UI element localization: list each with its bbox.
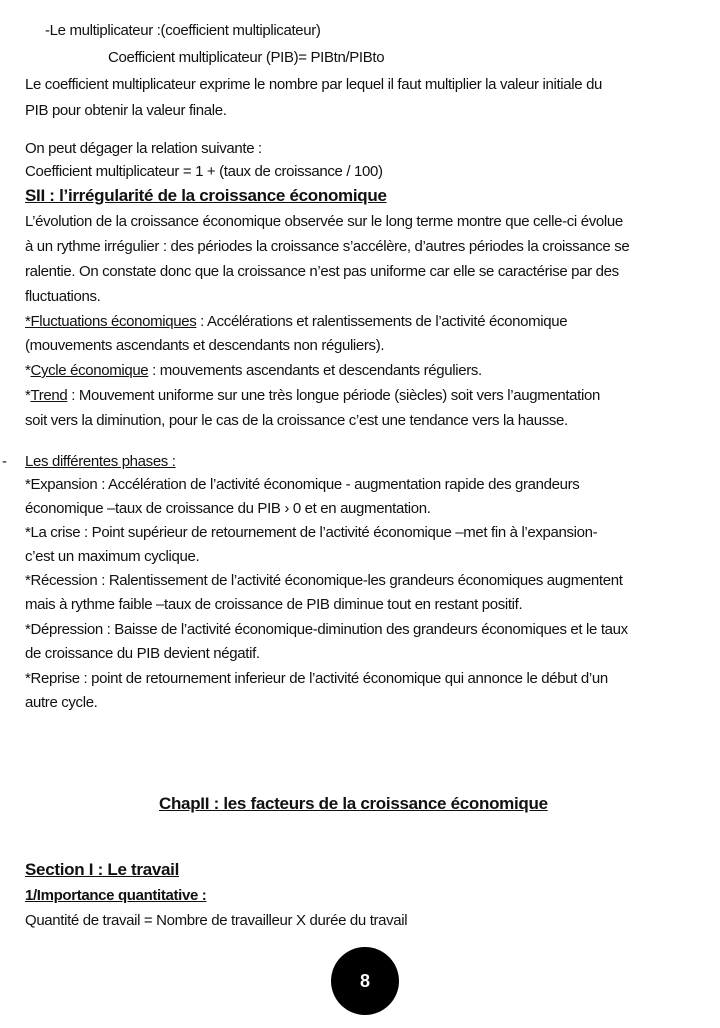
phase-line: économique –taux de croissance du PIB › 0 et en augmentation. xyxy=(25,500,431,517)
cycle-definition xyxy=(25,361,482,381)
phase-line: mais à rythme faible –taux de croissance de PIB diminue tout en restant positif. xyxy=(25,596,523,613)
term: Trend xyxy=(30,387,68,404)
section-heading: SII : l’irrégularité de la croissance économique xyxy=(25,186,387,205)
phase-line: *Expansion : Accélération de l’activité économique - augmentation rapide des grandeurs xyxy=(25,476,580,493)
paragraph-line: L’évolution de la croissance économique observée sur le long terme montre que celle-ci évolue xyxy=(25,213,623,230)
work-quantity-formula: Quantité de travail = Nombre de travailleur X durée du travail xyxy=(25,912,408,929)
trend-definition-cont: soit vers la diminution, pour le cas de la croissance c’est une tendance vers la hausse. xyxy=(25,412,568,429)
definition: : mouvements ascendants et descendants réguliers. xyxy=(148,362,482,379)
explanation-line: PIB pour obtenir la valeur finale. xyxy=(25,102,227,119)
phases-title: Les différentes phases : xyxy=(25,453,176,470)
star: * xyxy=(25,387,31,404)
relation-formula: Coefficient multiplicateur = 1 + (taux de croissance / 100) xyxy=(25,163,383,180)
section-title: Section I : Le travail xyxy=(25,860,180,879)
term: *Fluctuations économiques xyxy=(25,313,197,330)
paragraph-line: fluctuations. xyxy=(25,288,101,305)
relation-intro: On peut dégager la relation suivante : xyxy=(25,140,262,157)
term: Cycle économique xyxy=(30,362,149,379)
phase-line: *La crise : Point supérieur de retournement de l’activité économique –met fin à l’expansion- xyxy=(25,524,598,541)
explanation-line: Le coefficient multiplicateur exprime le nombre par lequel il faut multiplier la valeur initiale du xyxy=(25,76,603,93)
paragraph-line: ralentie. On constate donc que la croissance n’est pas uniforme car elle se caractérise par des xyxy=(25,263,619,280)
bullet-dash: - xyxy=(2,453,7,470)
paragraph-line: à un rythme irrégulier : des périodes la croissance s’accélère, d’autres périodes la croissance se xyxy=(25,238,630,255)
phase-line: c’est un maximum cyclique. xyxy=(25,548,200,565)
phase-line: autre cycle. xyxy=(25,694,98,711)
star: * xyxy=(25,362,31,379)
phase-line: *Récession : Ralentissement de l’activité économique-les grandeurs économiques augmentent xyxy=(25,572,623,589)
trend-definition xyxy=(25,386,600,406)
subsection-title: 1/Importance quantitative : xyxy=(25,887,207,904)
multiplicateur-title: -Le multiplicateur :(coefficient multiplicateur) xyxy=(45,22,321,39)
page-number: 8 xyxy=(331,947,399,1015)
definition: : Accélérations et ralentissements de l’activité économique xyxy=(196,313,568,330)
chapter-title: ChapII : les facteurs de la croissance économique xyxy=(159,794,548,813)
multiplicateur-formula: Coefficient multiplicateur (PIB)= PIBtn/PIBto xyxy=(108,49,385,66)
phase-line: *Dépression : Baisse de l’activité économique-diminution des grandeurs économiques et le taux xyxy=(25,621,628,638)
phase-line: de croissance du PIB devient négatif. xyxy=(25,645,260,662)
fluctuations-definition xyxy=(25,312,567,332)
definition: : Mouvement uniforme sur une très longue période (siècles) soit vers l’augmentation xyxy=(67,387,600,404)
phase-line: *Reprise : point de retournement inferieur de l’activité économique qui annonce le début d’un xyxy=(25,670,608,687)
fluctuations-definition-cont: (mouvements ascendants et descendants non réguliers). xyxy=(25,337,385,354)
